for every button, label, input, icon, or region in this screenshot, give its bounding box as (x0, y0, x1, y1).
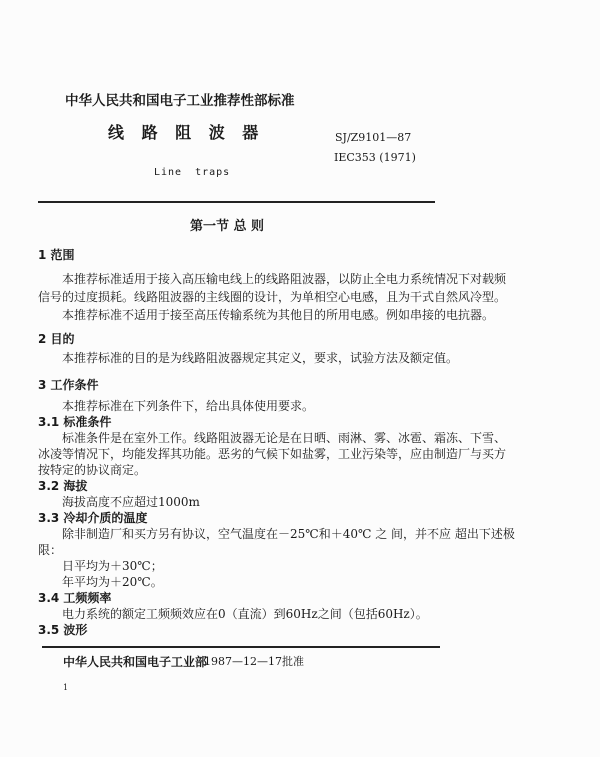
footer-ministry: 中华人民共和国电子工业部 (63, 655, 208, 669)
heading-3-4: 3.4 工频频率 (38, 591, 112, 605)
section-title: 第一节 总 则 (190, 219, 265, 234)
para-line: 限： (38, 543, 63, 557)
para-line: 信号的过度损耗。线路阻波器的主线圈的设计，为单相空心电感，且为干式自然风冷型。 (38, 290, 507, 304)
page-number: 1 (63, 683, 69, 692)
heading-2: 2 目的 (38, 332, 75, 346)
para-line: 本推荐标准的目的是为线路阻波器规定其定义，要求，试验方法及额定值。 (62, 351, 459, 365)
para-line: 本推荐标准适用于接入高压输电线上的线路阻波器，以防止全电力系统情况下对载频 (62, 272, 507, 286)
footer-approval: 1987—12—17批准 (204, 655, 304, 668)
para-line: 电力系统的额定工频频效应在0（直流）到60Hz之间（包括60Hz）。 (62, 607, 428, 621)
english-title: Line traps (154, 167, 231, 178)
para-line: 除非制造厂和买方另有协议，空气温度在－25℃和＋40℃ 之 间，并不应 超出下述极 (62, 527, 515, 541)
para-line: 标准条件是在室外工作。线路阻波器无论是在日晒、雨淋、雾、冰雹、霜冻、下雪、 (62, 431, 507, 445)
para-line: 年平均为＋20℃。 (62, 575, 163, 589)
footer-rule (42, 646, 440, 648)
para-line: 按特定的协议商定。 (38, 463, 147, 477)
document-title: 线 路 阻 波 器 (108, 123, 265, 142)
top-rule (38, 201, 435, 203)
heading-3: 3 工作条件 (38, 378, 99, 392)
org-standard-heading: 中华人民共和国电子工业推荐性部标准 (65, 93, 295, 109)
para-line: 冰凌等情况下，均能发挥其功能。恶劣的气候下如盐雾，工业污染等，应由制造厂与买方 (38, 447, 507, 461)
heading-1: 1 范围 (38, 248, 75, 262)
heading-3-2: 3.2 海拔 (38, 479, 88, 493)
heading-3-1: 3.1 标准条件 (38, 415, 112, 429)
para-line: 本推荐标准在下列条件下，给出具体使用要求。 (62, 399, 315, 413)
para-line: 日平均为＋30℃； (62, 559, 163, 573)
para-line: 海拔高度不应超过1000m (62, 495, 200, 509)
standard-code: SJ/Z9101—87 (335, 131, 412, 144)
heading-3-3: 3.3 冷却介质的温度 (38, 511, 148, 525)
heading-3-5: 3.5 波形 (38, 623, 88, 637)
para-line: 本推荐标准不适用于接至高压传输系统为其他目的所用电感。例如串接的电抗器。 (62, 308, 495, 322)
iec-reference: IEC353 (1971) (334, 151, 416, 164)
